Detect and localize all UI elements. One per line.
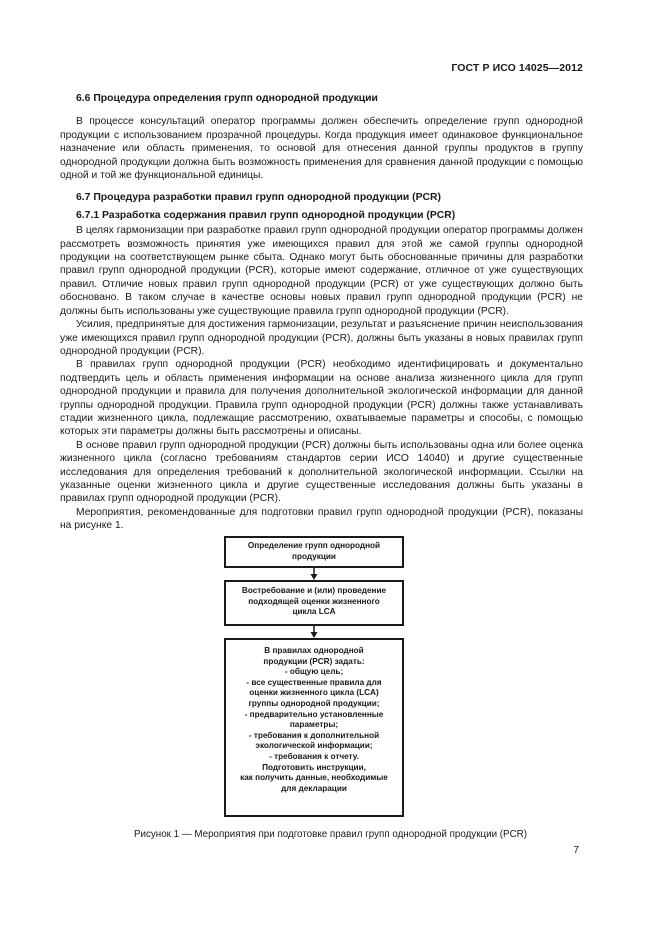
down-arrow-icon	[224, 626, 404, 638]
flowchart-box-lca	[224, 580, 404, 626]
flowchart-text: продукции (PCR) задать:	[263, 656, 365, 666]
flowchart-text: группы однородной продукции;	[248, 698, 380, 708]
paragraph: В правилах групп однородной продукции (PCR) необходимо идентифицировать и документально подтвердить цель и область применения информации на основе анализа жизненного цикла для групп однородной продукции и правила для получения дополнительной экологической информации для данной группы однородной продукции. Правила групп однородной продукции (PCR) должны также устанавливать стадии жизненного цикла, подлежащие рассмотрению, охватываемые параметры и способы, с помощью которых эти параметры должны быть рассмотрены и описаны.	[60, 359, 583, 438]
page-number: 7	[573, 845, 579, 856]
flowchart-text: - предварительно установленные	[244, 709, 384, 719]
flowchart-text: Подготовить инструкции,	[262, 762, 366, 772]
paragraph: В основе правил групп однородной продукции (PCR) должны быть использованы одна или более оценка жизненного цикла (согласно требованиям стандартов серии ИСО 14040) и другие существенные исследования для определения требований к дополнительной экологической информации. Ссылки на указанные оценки жизненного цикла и другие существенные исследования должны быть указаны в правилах групп однородной продукции (PCR).	[60, 439, 583, 505]
subsection-heading-6-7-1: 6.7.1 Разработка содержания правил групп однородной продукции (PCR)	[76, 209, 456, 221]
document-header-standard: ГОСТ Р ИСО 14025—2012	[451, 62, 583, 74]
flowchart-text: подходящей оценки жизненного	[248, 596, 380, 606]
flowchart-text: как получить данные, необходимые	[240, 773, 388, 783]
flowchart-text: параметры;	[289, 720, 339, 730]
flowchart-text: продукции	[292, 551, 336, 561]
flowchart-text: Востребование и (или) проведение	[241, 586, 387, 595]
flowchart-text: - требования к дополнительной	[248, 730, 380, 740]
flowchart-box-pcr-rules	[224, 638, 404, 817]
paragraph: Усилия, предпринятые для достижения гармонизации, результат и разъяснение причин неиспользования уже имеющихся правил групп однородной продукции (PCR), должны быть указаны в новых правилах групп однородной продукции (PCR).	[60, 319, 583, 357]
paragraph: В целях гармонизации при разработке правил групп однородной продукции оператор программы должен рассмотреть возможность принятия уже имеющихся правил для этой же самой группы однородной продукции на соответствующем рынке сбыта. Однако могут быть обоснованные причины для разработки правил групп однородной продукции (PCR), которые имеют содержание, отличное от уже существующих правил. Отличие новых правил групп однородной продукции (PCR) от уже существующих должно быть обосновано. В таком случае в качестве основы новых правил групп однородной продукции (PCR) не должны быть использованы уже существующие правила групп однородной продукции (PCR).	[60, 225, 583, 317]
paragraph: Мероприятия, рекомендованные для подготовки правил групп однородной продукции (PCR), показаны на рисунке 1.	[60, 506, 583, 532]
flowchart-text: Определение групп однородной	[247, 541, 381, 550]
flowchart-text: цикла LCA	[292, 607, 336, 617]
section-heading-6-7: 6.7 Процедура разработки правил групп однородной продукции (PCR)	[76, 192, 441, 204]
flowchart-text: - все существенные правила для	[246, 677, 382, 687]
document-body	[60, 92, 583, 533]
flowchart-figure	[224, 536, 404, 817]
down-arrow-icon	[224, 568, 404, 580]
flowchart-text: - требования к отчету.	[269, 751, 359, 761]
figure-caption: Рисунок 1 — Мероприятия при подготовке правил групп однородной продукции (PCR)	[134, 829, 527, 840]
flowchart-text: - общую цель;	[284, 667, 344, 677]
flowchart-text: для декларации	[281, 783, 347, 793]
flowchart-box-define-groups	[224, 536, 404, 568]
paragraph: В процессе консультаций оператор программы должен обеспечить определение групп однородной продукции с использованием прозрачной процедуры. Когда продукция имеет одинаковое функциональное назначение или область применения, то основой для отнесения данной группы продуктов в группу однородной продукции должна быть возможность применения для сравнения данной продукции с помощью одной и той же функциональной единицы.	[60, 116, 583, 182]
flowchart-text: оценки жизненного цикла (LCA)	[249, 688, 379, 698]
section-heading-6-6: 6.6 Процедура определения групп однородной продукции	[76, 93, 378, 104]
flowchart-text: экологической информации;	[255, 741, 373, 751]
flowchart-text: В правилах однородной	[264, 646, 364, 655]
